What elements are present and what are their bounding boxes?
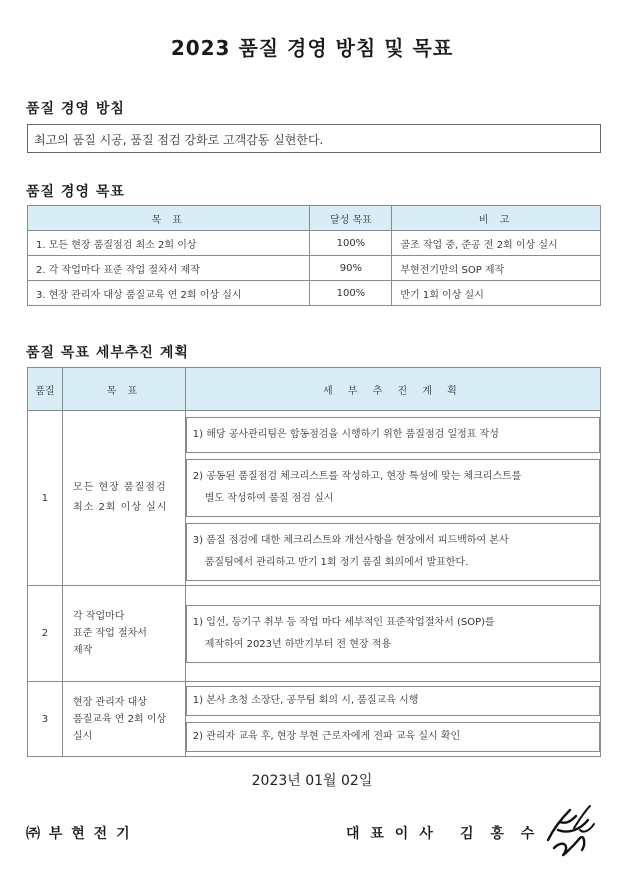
plan-detail-line: 2) 관리자 교육 후, 현장 부현 근로자에게 전파 교육 실시 확인: [192, 731, 461, 742]
note-cell: 골조 작업 중, 준공 전 2회 이상 실시: [392, 231, 601, 256]
plan-header-no: 품질: [28, 368, 63, 411]
plan-detail-line: 3) 품질 점검에 대한 체크리스트와 개선사항을 현장에서 피드백하여 본사: [192, 535, 509, 546]
plan-detail-line: 1) 해당 공사관리팀은 합동점검을 시행하기 위한 품질점검 일정표 작성: [192, 429, 499, 440]
plan-goal-line: 품질교육 연 2회 이상: [72, 713, 167, 725]
plan-header-row: [28, 368, 601, 411]
plan-goal-line: 각 작업마다: [72, 611, 125, 622]
policy-heading: 품질 경영 방침: [26, 101, 125, 117]
ceo-title: 대 표 이 사: [346, 826, 436, 842]
goal-cell: 3. 현장 관리자 대상 품질교육 연 2회 이상 실시: [28, 281, 310, 306]
note-cell: 부현전기만의 SOP 제작: [392, 256, 601, 281]
plan-no-cell: 2: [28, 586, 63, 682]
goal-cell: 2. 각 작업마다 표준 작업 절차서 제작: [28, 256, 310, 281]
plan-detail-item: [186, 686, 600, 716]
table-row: [28, 586, 601, 682]
goals-table: [27, 205, 601, 306]
plan-goal-cell: [62, 682, 185, 757]
plan-detail-cell: [185, 411, 600, 586]
table-row: [28, 231, 601, 256]
note-cell: 반기 1회 이상 실시: [392, 281, 601, 306]
plan-detail-line: 1) 입선, 등기구 취부 등 작업 마다 세부적인 표준작업절차서 (SOP)를: [192, 616, 495, 628]
plan-heading: 품질 목표 세부추진 계획: [26, 345, 189, 361]
table-row: [28, 256, 601, 281]
ceo-name: 김 홍 수: [460, 826, 541, 842]
goals-header-note: 비 고: [392, 206, 601, 231]
goals-header-goal: 목 표: [28, 206, 310, 231]
plan-detail-item: [186, 459, 600, 517]
plan-goal-cell: [62, 411, 185, 586]
goals-header-target: 달성 목표: [310, 206, 392, 231]
signature-icon: [540, 800, 602, 860]
plan-goal-line: 제작: [72, 645, 93, 656]
plan-detail-item: [186, 605, 600, 663]
plan-detail-item: [186, 523, 600, 581]
plan-detail-item: [186, 417, 600, 453]
plan-detail-line: 2) 공동된 품질점검 체크리스트를 작성하고, 현장 특성에 맞는 체크리스트를: [192, 471, 522, 482]
document-date: 2023년 01월 02일: [251, 773, 373, 789]
goals-heading: 품질 경영 목표: [26, 184, 125, 200]
plan-detail-line: 1) 본사 초청 소장단, 공무팀 회의 시, 품질교육 시행: [192, 695, 419, 706]
goals-header-row: [28, 206, 601, 231]
plan-header-goal: 목 표: [62, 368, 185, 411]
table-row: [28, 281, 601, 306]
goal-cell: 1. 모든 현장 품질점검 최소 2회 이상: [28, 231, 310, 256]
plan-goal-line: 실시: [72, 730, 93, 742]
table-row: [28, 682, 601, 757]
plan-no-cell: 1: [28, 411, 63, 586]
plan-detail-cell: [185, 682, 600, 757]
target-cell: 90%: [310, 256, 392, 281]
plan-goal-line: 표준 작업 절차서: [72, 628, 147, 639]
target-cell: 100%: [310, 281, 392, 306]
plan-detail-line: 품질팀에서 관리하고 반기 1회 정기 품질 회의에서 발표한다.: [204, 557, 469, 568]
plan-detail-line: 제작하여 2023년 하반기부터 전 현장 적용: [204, 638, 392, 650]
policy-text: 최고의 품질 시공, 품질 점검 강화로 고객감동 실현한다.: [27, 124, 601, 153]
page-title: 2023 품질 경영 방침 및 목표: [170, 36, 454, 60]
table-row: [28, 411, 601, 586]
plan-detail-line: 별도 작성하여 품질 점검 실시: [204, 493, 334, 504]
plan-goal-line: 모든 현장 품질점검: [72, 482, 167, 493]
plan-header-detail: 세 부 추 진 계 획: [185, 368, 600, 411]
plan-no-cell: 3: [28, 682, 63, 757]
plan-detail-item: [186, 722, 600, 752]
plan-detail-cell: [185, 586, 600, 682]
plan-table: [27, 367, 601, 757]
target-cell: 100%: [310, 231, 392, 256]
plan-goal-cell: [62, 586, 185, 682]
plan-goal-line: 현장 관리자 대상: [72, 696, 147, 708]
plan-goal-line: 최소 2회 이상 실시: [72, 502, 168, 513]
company-name: ㈜ 부 현 전 기: [26, 826, 132, 842]
